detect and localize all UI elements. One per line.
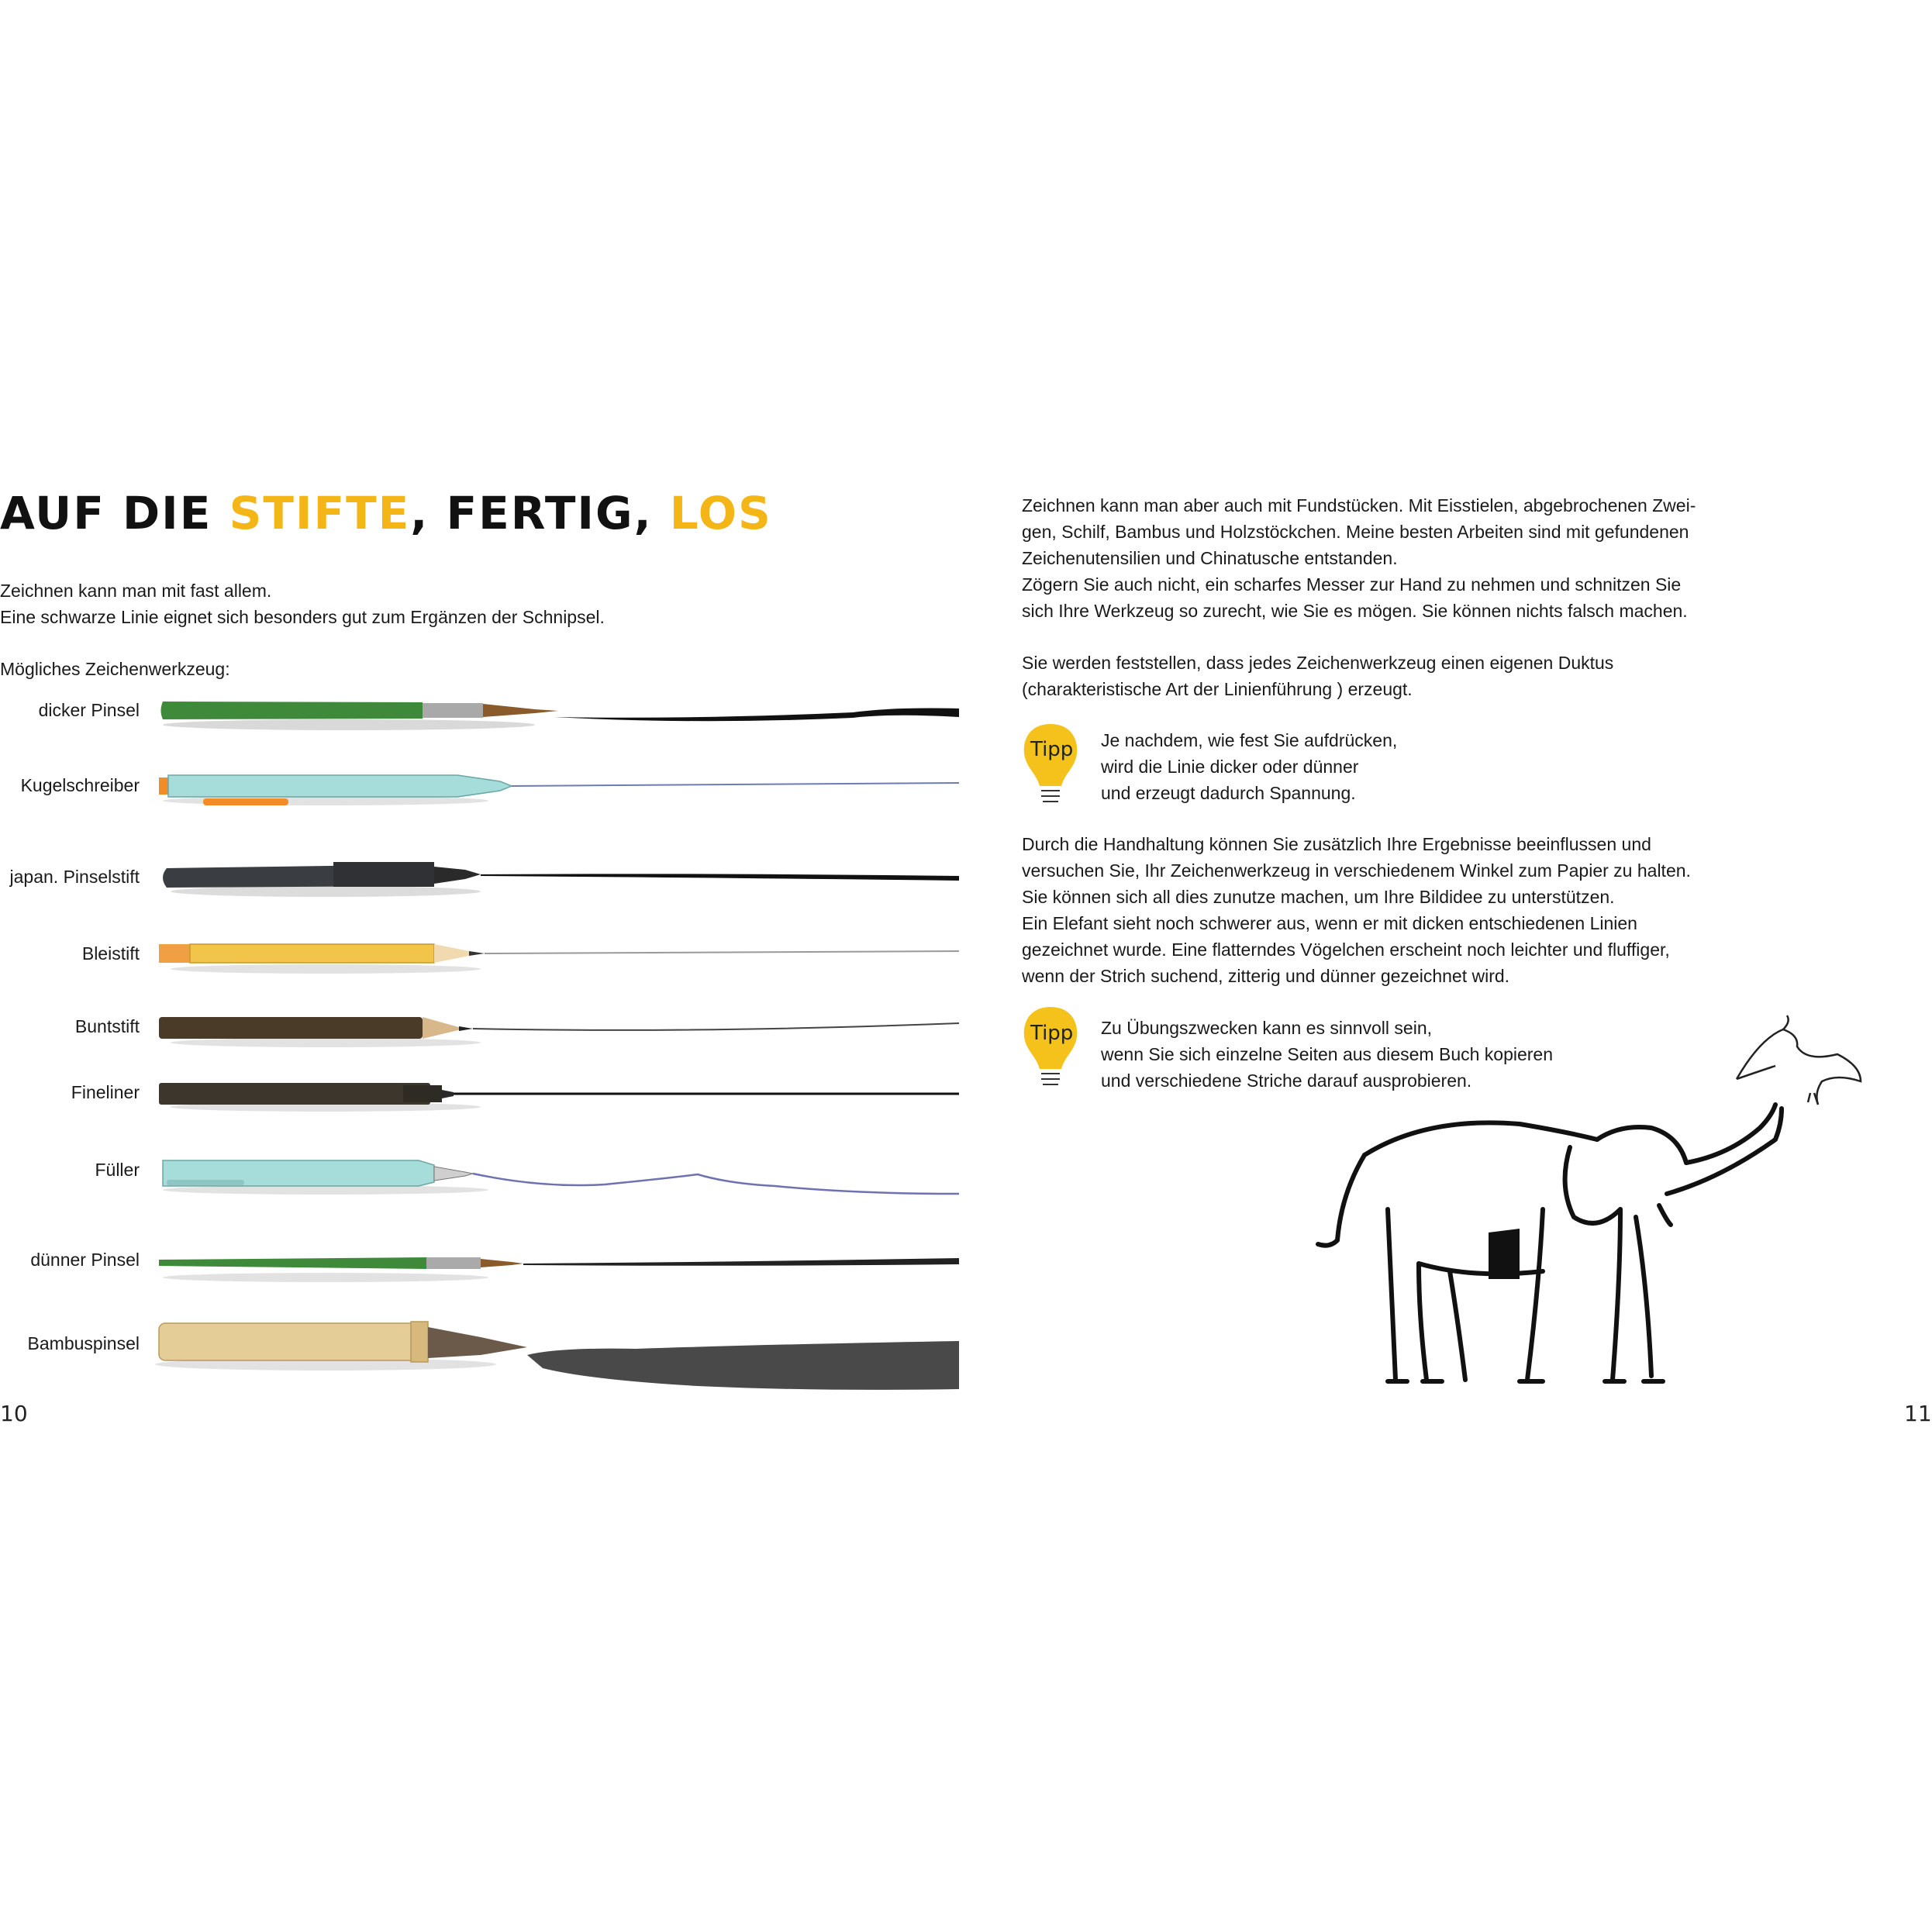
tipp-badge-2: Tipp (1030, 1022, 1074, 1045)
tool-label-dicker-pinsel: dicker Pinsel (38, 700, 140, 720)
tip-line: und erzeugt dadurch Spannung. (1101, 783, 1356, 803)
bird-icon (1737, 1015, 1861, 1105)
text-line: (charakteristische Art der Linienführung ) erzeugt. (1022, 679, 1413, 699)
page-title: AUF DIE STIFTE, FERTIG, LOS (0, 487, 772, 540)
page-number-right: 11 (1904, 1401, 1932, 1426)
tool-label-buntstift: Buntstift (74, 1016, 140, 1036)
tip-line: und verschiedene Striche darauf ausprobieren. (1101, 1071, 1472, 1091)
text-line: Zögern Sie auch nicht, ein scharfes Messer zur Hand zu nehmen und schnitzen Sie (1022, 574, 1682, 595)
elephant-icon (1318, 1105, 1782, 1381)
text-line: Durch die Handhaltung können Sie zusätzlich Ihre Ergebnisse beeinflussen und (1022, 834, 1651, 854)
tipp-badge-1: Tipp (1030, 738, 1074, 761)
intro-line: Eine schwarze Linie eignet sich besonders gut zum Ergänzen der Schnipsel. (0, 607, 605, 627)
text-line: Zeichnen kann man aber auch mit Fundstücken. Mit Eisstielen, abgebrochenen Zwei- (1022, 495, 1696, 515)
text-line: wenn der Strich suchend, zitterig und dünner gezeichnet wird. (1022, 966, 1510, 986)
tool-label-fueller: Füller (95, 1160, 140, 1180)
tool-label-bleistift: Bleistift (81, 943, 140, 964)
text-line: sich Ihre Werkzeug so zurecht, wie Sie es mögen. Sie können nichts falsch machen. (1022, 601, 1688, 621)
text-line: Sie werden feststellen, dass jedes Zeichenwerkzeug einen eigenen Duktus (1022, 653, 1614, 673)
tool-label-bambuspinsel: Bambuspinsel (27, 1333, 140, 1353)
text-line: Zeichenutensilien und Chinatusche entstanden. (1022, 548, 1398, 568)
text-line: versuchen Sie, Ihr Zeichenwerkzeug in verschiedenem Winkel zum Papier zu halten. (1022, 860, 1691, 881)
tool-label-fineliner: Fineliner (71, 1082, 140, 1102)
tip-line: wird die Linie dicker oder dünner (1101, 757, 1359, 777)
tool-label-duenner-pinsel: dünner Pinsel (30, 1250, 140, 1270)
intro-line: Zeichnen kann man mit fast allem. (0, 581, 272, 601)
text-line: Ein Elefant sieht noch schwerer aus, wenn er mit dicken entschiedenen Linien (1022, 913, 1637, 933)
tool-label-pinselstift: japan. Pinselstift (9, 867, 140, 887)
tip-line: wenn Sie sich einzelne Seiten aus diesem Buch kopieren (1101, 1044, 1554, 1064)
tools-heading: Mögliches Zeichenwerkzeug: (0, 659, 230, 679)
tool-label-kugelschreiber: Kugelschreiber (20, 775, 140, 795)
text-line: gen, Schilf, Bambus und Holzstöckchen. Meine besten Arbeiten sind mit gefundenen (1022, 522, 1689, 542)
tip-line: Zu Übungszwecken kann es sinnvoll sein, (1101, 1018, 1433, 1038)
tip-line: Je nachdem, wie fest Sie aufdrücken, (1101, 730, 1398, 750)
text-line: Sie können sich all dies zunutze machen, um Ihre Bildidee zu unterstützen. (1022, 887, 1615, 907)
text-line: gezeichnet wurde. Eine flatterndes Vögelchen erscheint noch leichter und fluffiger, (1022, 940, 1670, 960)
page-number-left: 10 (0, 1401, 28, 1426)
